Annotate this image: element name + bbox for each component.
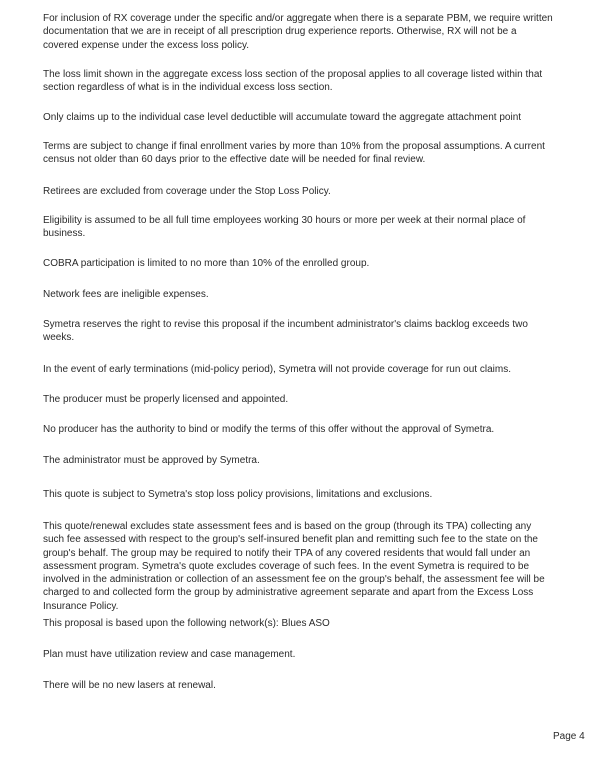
paragraph-network-fees: Network fees are ineligible expenses. — [43, 289, 209, 300]
paragraph-state-assessment: This quote/renewal excludes state assessment fees and is based on the group (through its TPA) collecting any such fee assessed with respect to the group's self-insured benefit plan and remitting such fee to the state on the group's behalf. The group may be required to notify their TPA of any covered residents that would fall under an assessment program. Symetra's quote excludes coverage of such fees. In the event Symetra is required to be involved in the administration or collection of an assessment fee on the group's behalf, the assessment fee will be charged to and collected form the group by administrative agreement separate and apart from the Excess Loss Insurance Policy. — [43, 521, 545, 612]
paragraph-retirees: Retirees are excluded from coverage under the Stop Loss Policy. — [43, 186, 331, 197]
paragraph-producer-authority: No producer has the authority to bind or modify the terms of this offer without the approval of Symetra. — [43, 424, 495, 435]
paragraph-claims-deductible: Only claims up to the individual case level deductible will accumulate toward the aggregate attachment point — [43, 112, 522, 123]
paragraph-administrator: The administrator must be approved by Symetra. — [43, 455, 260, 466]
paragraph-producer-licensed: The producer must be properly licensed and appointed. — [43, 394, 289, 405]
paragraph-lasers: There will be no new lasers at renewal. — [43, 680, 216, 691]
paragraph-claims-backlog: Symetra reserves the right to revise this proposal if the incumbent administrator's claims backlog exceeds two weeks. — [43, 319, 528, 344]
paragraph-eligibility: Eligibility is assumed to be all full time employees working 30 hours or more per week at their normal place of business. — [43, 215, 526, 240]
paragraph-network: This proposal is based upon the following network(s): Blues ASO — [43, 618, 330, 629]
paragraph-terms-change: Terms are subject to change if final enrollment varies by more than 10% from the proposal assumptions. A current census not older than 60 days prior to the effective date will be needed for final review. — [43, 141, 545, 166]
paragraph-utilization-review: Plan must have utilization review and case management. — [43, 649, 296, 660]
paragraph-loss-limit: The loss limit shown in the aggregate excess loss section of the proposal applies to all coverage listed within that section regardless of what is in the individual excess loss section. — [43, 69, 543, 94]
paragraph-early-terminations: In the event of early terminations (mid-policy period), Symetra will not provide coverage for run out claims. — [43, 364, 511, 375]
page-number: Page 4 — [553, 731, 585, 742]
paragraph-policy-provisions: This quote is subject to Symetra's stop loss policy provisions, limitations and exclusions. — [43, 489, 433, 500]
paragraph-cobra: COBRA participation is limited to no more than 10% of the enrolled group. — [43, 258, 370, 269]
paragraph-rx-coverage: For inclusion of RX coverage under the specific and/or aggregate when there is a separate PBM, we require written documentation that we are in receipt of all prescription drug experience reports. Otherwise, RX will not be a covered expense under the excess loss policy. — [43, 13, 553, 51]
